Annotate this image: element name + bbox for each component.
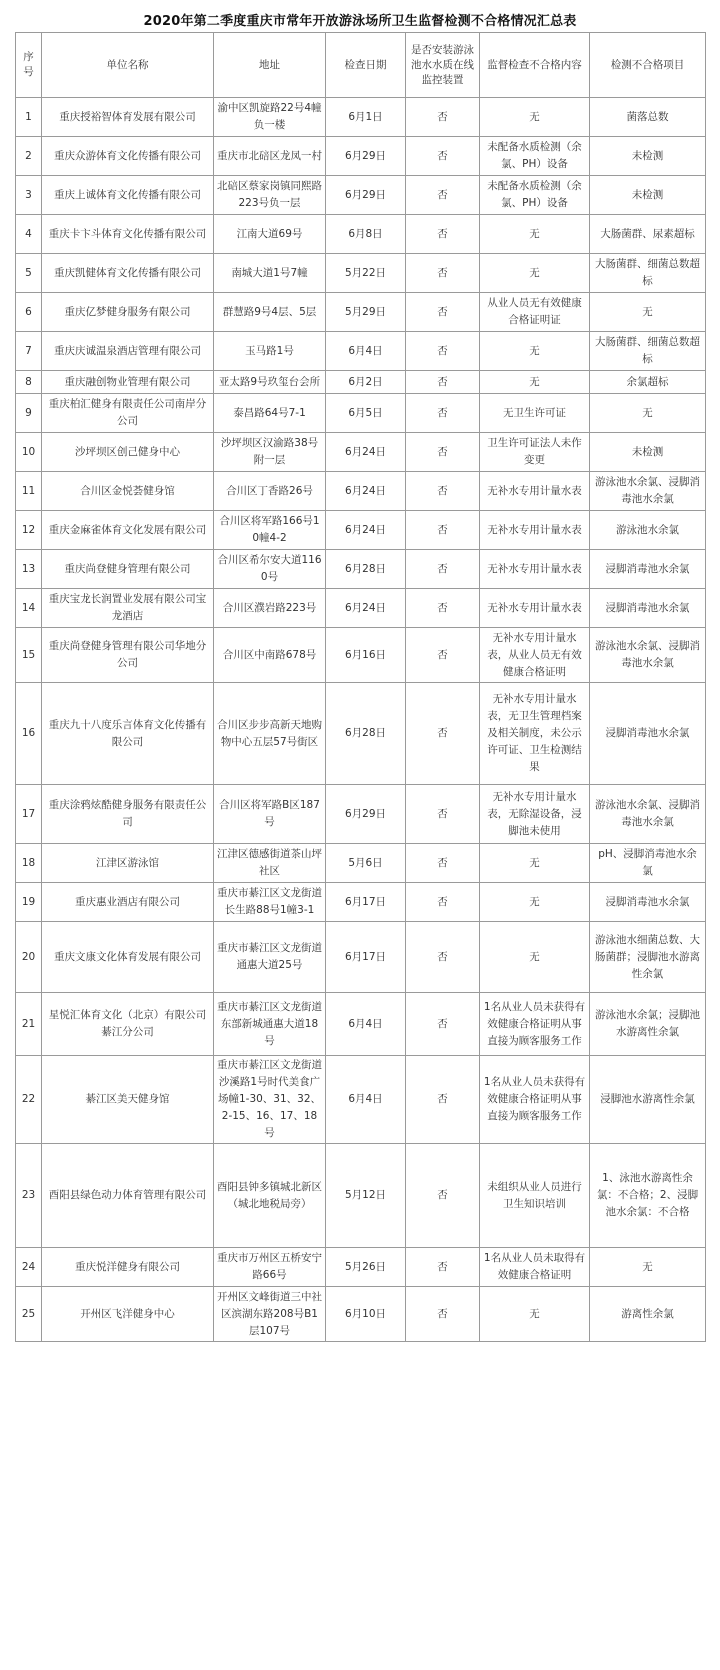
header-failed-tests: 检测不合格项目 [590, 33, 706, 98]
table-row [16, 1287, 706, 1342]
header-inspection-date: 检查日期 [326, 33, 406, 98]
cell-failed-tests: 无 [590, 293, 706, 332]
cell-failed-tests: 游泳池水余氯、浸脚消毒池水余氯 [590, 785, 706, 844]
cell-failed-tests: 无 [590, 1248, 706, 1287]
cell-failed-tests: 浸脚池水游离性余氯 [590, 1056, 706, 1144]
cell-inspection-issues: 无 [480, 922, 590, 993]
cell-address: 玉马路1号 [214, 332, 326, 371]
cell-monitor-device: 否 [406, 628, 480, 683]
cell-inspection-issues: 无 [480, 332, 590, 371]
cell-index: 3 [16, 176, 42, 215]
cell-inspection-issues: 无 [480, 254, 590, 293]
cell-index: 5 [16, 254, 42, 293]
cell-inspection-issues: 无 [480, 215, 590, 254]
cell-address: 重庆市万州区五桥安宁路66号 [214, 1248, 326, 1287]
cell-monitor-device: 否 [406, 589, 480, 628]
cell-inspection-issues: 无补水专用计量水表，从业人员无有效健康合格证明 [480, 628, 590, 683]
cell-address: 开州区文峰街道三中社区滨湖东路208号B1层107号 [214, 1287, 326, 1342]
cell-monitor-device: 否 [406, 215, 480, 254]
table-row [16, 433, 706, 472]
cell-inspection-date: 6月28日 [326, 683, 406, 785]
cell-inspection-issues: 无 [480, 883, 590, 922]
cell-unit-name: 重庆授裕智体育发展有限公司 [42, 98, 214, 137]
cell-inspection-date: 6月24日 [326, 589, 406, 628]
cell-address: 北碚区蔡家岗镇同熙路223号负一层 [214, 176, 326, 215]
cell-unit-name: 重庆惠业酒店有限公司 [42, 883, 214, 922]
cell-inspection-date: 6月4日 [326, 993, 406, 1056]
cell-address: 合川区希尔安大道1160号 [214, 550, 326, 589]
cell-inspection-date: 6月4日 [326, 1056, 406, 1144]
report-title: 2020年第二季度重庆市常年开放游泳场所卫生监督检测不合格情况汇总表 [143, 14, 577, 29]
cell-index: 11 [16, 472, 42, 511]
cell-unit-name: 重庆九十八度乐言体育文化传播有限公司 [42, 683, 214, 785]
cell-failed-tests: 游泳池水余氯 [590, 511, 706, 550]
cell-index: 7 [16, 332, 42, 371]
cell-address: 渝中区凯旋路22号4幢负一楼 [214, 98, 326, 137]
cell-inspection-date: 5月29日 [326, 293, 406, 332]
cell-index: 22 [16, 1056, 42, 1144]
cell-unit-name: 江津区游泳馆 [42, 844, 214, 883]
cell-unit-name: 重庆亿梦健身服务有限公司 [42, 293, 214, 332]
table-row [16, 922, 706, 993]
cell-unit-name: 重庆尚登健身管理有限公司 [42, 550, 214, 589]
cell-unit-name: 重庆众游体育文化传播有限公司 [42, 137, 214, 176]
cell-index: 16 [16, 683, 42, 785]
cell-monitor-device: 否 [406, 394, 480, 433]
cell-monitor-device: 否 [406, 683, 480, 785]
cell-address: 合川区将军路B区187号 [214, 785, 326, 844]
table-row [16, 993, 706, 1056]
cell-failed-tests: 未检测 [590, 433, 706, 472]
report-table [15, 32, 706, 1342]
cell-index: 8 [16, 371, 42, 394]
cell-inspection-issues: 1名从业人员未获得有效健康合格证明从事直接为顾客服务工作 [480, 993, 590, 1056]
cell-inspection-date: 6月29日 [326, 137, 406, 176]
cell-address: 亚太路9号玖玺台会所 [214, 371, 326, 394]
cell-monitor-device: 否 [406, 550, 480, 589]
header-index: 序号 [16, 33, 42, 98]
cell-failed-tests: 未检测 [590, 137, 706, 176]
cell-index: 9 [16, 394, 42, 433]
cell-monitor-device: 否 [406, 1287, 480, 1342]
cell-failed-tests: 余氯超标 [590, 371, 706, 394]
cell-failed-tests: 浸脚消毒池水余氯 [590, 683, 706, 785]
cell-failed-tests: 1、泳池水游离性余氯：不合格；2、浸脚池水余氯：不合格 [590, 1144, 706, 1248]
cell-index: 2 [16, 137, 42, 176]
table-row [16, 394, 706, 433]
cell-index: 6 [16, 293, 42, 332]
cell-inspection-date: 5月12日 [326, 1144, 406, 1248]
cell-inspection-date: 5月26日 [326, 1248, 406, 1287]
cell-monitor-device: 否 [406, 176, 480, 215]
table-row [16, 683, 706, 785]
cell-inspection-issues: 无补水专用计量水表 [480, 472, 590, 511]
cell-address: 沙坪坝区汉渝路38号附一层 [214, 433, 326, 472]
cell-inspection-issues: 无补水专用计量水表 [480, 589, 590, 628]
cell-failed-tests: 游离性余氯 [590, 1287, 706, 1342]
table-row [16, 254, 706, 293]
cell-unit-name: 酉阳县绿色动力体育管理有限公司 [42, 1144, 214, 1248]
cell-failed-tests: 游泳池水余氯、浸脚消毒池水余氯 [590, 472, 706, 511]
cell-inspection-issues: 无 [480, 1287, 590, 1342]
cell-monitor-device: 否 [406, 371, 480, 394]
table-row [16, 176, 706, 215]
table-row [16, 98, 706, 137]
cell-inspection-date: 6月8日 [326, 215, 406, 254]
cell-inspection-date: 5月6日 [326, 844, 406, 883]
cell-failed-tests: 游泳池水细菌总数、大肠菌群；浸脚池水游离性余氯 [590, 922, 706, 993]
cell-inspection-date: 6月24日 [326, 511, 406, 550]
cell-unit-name: 重庆金麻雀体育文化发展有限公司 [42, 511, 214, 550]
cell-unit-name: 重庆涂鸦炫酷健身服务有限责任公司 [42, 785, 214, 844]
cell-failed-tests: 游泳池水余氯；浸脚池水游离性余氯 [590, 993, 706, 1056]
cell-inspection-date: 6月1日 [326, 98, 406, 137]
cell-address: 群慧路9号4层、5层 [214, 293, 326, 332]
table-row [16, 844, 706, 883]
cell-failed-tests: 无 [590, 394, 706, 433]
cell-unit-name: 开州区飞洋健身中心 [42, 1287, 214, 1342]
cell-inspection-issues: 从业人员无有效健康合格证明证 [480, 293, 590, 332]
table-row [16, 550, 706, 589]
cell-address: 重庆市北碚区龙凤一村 [214, 137, 326, 176]
cell-inspection-issues: 无 [480, 371, 590, 394]
cell-inspection-issues: 1名从业人员未取得有效健康合格证明 [480, 1248, 590, 1287]
cell-inspection-date: 6月28日 [326, 550, 406, 589]
cell-unit-name: 重庆融创物业管理有限公司 [42, 371, 214, 394]
cell-unit-name: 重庆柏汇健身有限责任公司南岸分公司 [42, 394, 214, 433]
cell-index: 23 [16, 1144, 42, 1248]
cell-inspection-date: 6月4日 [326, 332, 406, 371]
cell-address: 重庆市綦江区文龙街道东部新城通惠大道18号 [214, 993, 326, 1056]
header-monitor-device: 是否安装游泳池水水质在线监控装置 [406, 33, 480, 98]
cell-monitor-device: 否 [406, 1056, 480, 1144]
cell-address: 重庆市綦江区文龙街道沙溪路1号时代美食广场幢1-30、31、32、2-15、16、17、18号 [214, 1056, 326, 1144]
table-row [16, 785, 706, 844]
cell-failed-tests: 浸脚消毒池水余氯 [590, 550, 706, 589]
cell-monitor-device: 否 [406, 844, 480, 883]
cell-inspection-date: 6月29日 [326, 176, 406, 215]
cell-unit-name: 重庆卡卞斗体育文化传播有限公司 [42, 215, 214, 254]
cell-monitor-device: 否 [406, 1144, 480, 1248]
table-body [16, 98, 706, 1342]
cell-index: 13 [16, 550, 42, 589]
cell-monitor-device: 否 [406, 137, 480, 176]
table-row [16, 332, 706, 371]
cell-inspection-date: 6月17日 [326, 922, 406, 993]
cell-address: 酉阳县钟多镇城北新区（城北地税局旁） [214, 1144, 326, 1248]
table-row [16, 628, 706, 683]
cell-inspection-date: 6月16日 [326, 628, 406, 683]
cell-inspection-issues: 无补水专用计量水表，无除湿设备，浸脚池未使用 [480, 785, 590, 844]
header-address: 地址 [214, 33, 326, 98]
cell-failed-tests: 大肠菌群、尿素超标 [590, 215, 706, 254]
cell-address: 江南大道69号 [214, 215, 326, 254]
cell-index: 25 [16, 1287, 42, 1342]
table-row [16, 1248, 706, 1287]
cell-inspection-issues: 无补水专用计量水表 [480, 550, 590, 589]
cell-unit-name: 綦江区美天健身馆 [42, 1056, 214, 1144]
cell-inspection-issues: 1名从业人员未获得有效健康合格证明从事直接为顾客服务工作 [480, 1056, 590, 1144]
cell-inspection-issues: 未配备水质检测（余氯、PH）设备 [480, 137, 590, 176]
cell-unit-name: 重庆庆诚温泉酒店管理有限公司 [42, 332, 214, 371]
cell-unit-name: 重庆宝龙长润置业发展有限公司宝龙酒店 [42, 589, 214, 628]
cell-monitor-device: 否 [406, 785, 480, 844]
cell-address: 合川区丁香路26号 [214, 472, 326, 511]
cell-monitor-device: 否 [406, 1248, 480, 1287]
cell-address: 重庆市綦江区文龙街道长生路88号1幢3-1 [214, 883, 326, 922]
cell-failed-tests: 大肠菌群、细菌总数超标 [590, 332, 706, 371]
cell-index: 1 [16, 98, 42, 137]
cell-inspection-date: 6月17日 [326, 883, 406, 922]
cell-address: 合川区将军路166号10幢4-2 [214, 511, 326, 550]
cell-inspection-issues: 无补水专用计量水表 [480, 511, 590, 550]
cell-index: 15 [16, 628, 42, 683]
cell-monitor-device: 否 [406, 883, 480, 922]
cell-inspection-date: 6月24日 [326, 433, 406, 472]
cell-inspection-issues: 未组织从业人员进行卫生知识培训 [480, 1144, 590, 1248]
header-inspection-issues: 监督检查不合格内容 [480, 33, 590, 98]
cell-unit-name: 星悦汇体育文化（北京）有限公司綦江分公司 [42, 993, 214, 1056]
table-row [16, 883, 706, 922]
cell-unit-name: 重庆上诚体育文化传播有限公司 [42, 176, 214, 215]
cell-inspection-date: 6月2日 [326, 371, 406, 394]
table-row [16, 1056, 706, 1144]
cell-index: 20 [16, 922, 42, 993]
cell-monitor-device: 否 [406, 511, 480, 550]
table-row [16, 589, 706, 628]
cell-inspection-issues: 未配备水质检测（余氯、PH）设备 [480, 176, 590, 215]
cell-inspection-date: 6月5日 [326, 394, 406, 433]
cell-unit-name: 沙坪坝区创己健身中心 [42, 433, 214, 472]
table-row [16, 472, 706, 511]
cell-inspection-date: 6月10日 [326, 1287, 406, 1342]
cell-monitor-device: 否 [406, 332, 480, 371]
cell-address: 重庆市綦江区文龙街道通惠大道25号 [214, 922, 326, 993]
cell-monitor-device: 否 [406, 472, 480, 511]
cell-address: 江津区德感街道茶山坪社区 [214, 844, 326, 883]
cell-unit-name: 重庆悦洋健身有限公司 [42, 1248, 214, 1287]
cell-unit-name: 合川区金悦荟健身馆 [42, 472, 214, 511]
cell-failed-tests: 浸脚消毒池水余氯 [590, 883, 706, 922]
cell-address: 合川区濮岩路223号 [214, 589, 326, 628]
cell-failed-tests: 游泳池水余氯、浸脚消毒池水余氯 [590, 628, 706, 683]
cell-inspection-issues: 无 [480, 98, 590, 137]
cell-monitor-device: 否 [406, 293, 480, 332]
cell-index: 4 [16, 215, 42, 254]
table-row [16, 1144, 706, 1248]
cell-inspection-issues: 卫生许可证法人未作变更 [480, 433, 590, 472]
cell-monitor-device: 否 [406, 922, 480, 993]
cell-inspection-date: 5月22日 [326, 254, 406, 293]
cell-monitor-device: 否 [406, 254, 480, 293]
table-row [16, 371, 706, 394]
cell-inspection-date: 6月29日 [326, 785, 406, 844]
cell-monitor-device: 否 [406, 98, 480, 137]
cell-address: 合川区步步高新天地购物中心五层57号街区 [214, 683, 326, 785]
cell-failed-tests: 大肠菌群、细菌总数超标 [590, 254, 706, 293]
cell-unit-name: 重庆凯健体育文化传播有限公司 [42, 254, 214, 293]
cell-inspection-issues: 无补水专用计量水表，无卫生管理档案及相关制度，未公示许可证、卫生检测结果 [480, 683, 590, 785]
cell-index: 24 [16, 1248, 42, 1287]
cell-index: 14 [16, 589, 42, 628]
cell-monitor-device: 否 [406, 993, 480, 1056]
cell-index: 18 [16, 844, 42, 883]
cell-address: 合川区中南路678号 [214, 628, 326, 683]
cell-inspection-issues: 无 [480, 844, 590, 883]
cell-failed-tests: pH、浸脚消毒池水余氯 [590, 844, 706, 883]
cell-unit-name: 重庆文康文化体育发展有限公司 [42, 922, 214, 993]
table-row [16, 293, 706, 332]
cell-index: 19 [16, 883, 42, 922]
cell-inspection-issues: 无卫生许可证 [480, 394, 590, 433]
cell-monitor-device: 否 [406, 433, 480, 472]
cell-failed-tests: 菌落总数 [590, 98, 706, 137]
header-row [16, 33, 706, 98]
cell-index: 12 [16, 511, 42, 550]
cell-failed-tests: 未检测 [590, 176, 706, 215]
header-unit-name: 单位名称 [42, 33, 214, 98]
table-row [16, 137, 706, 176]
cell-index: 10 [16, 433, 42, 472]
cell-address: 泰昌路64号7-1 [214, 394, 326, 433]
cell-address: 南城大道1号7幢 [214, 254, 326, 293]
cell-inspection-date: 6月24日 [326, 472, 406, 511]
cell-index: 17 [16, 785, 42, 844]
cell-unit-name: 重庆尚登健身管理有限公司华地分公司 [42, 628, 214, 683]
table-row [16, 511, 706, 550]
table-row [16, 215, 706, 254]
cell-failed-tests: 浸脚消毒池水余氯 [590, 589, 706, 628]
cell-index: 21 [16, 993, 42, 1056]
